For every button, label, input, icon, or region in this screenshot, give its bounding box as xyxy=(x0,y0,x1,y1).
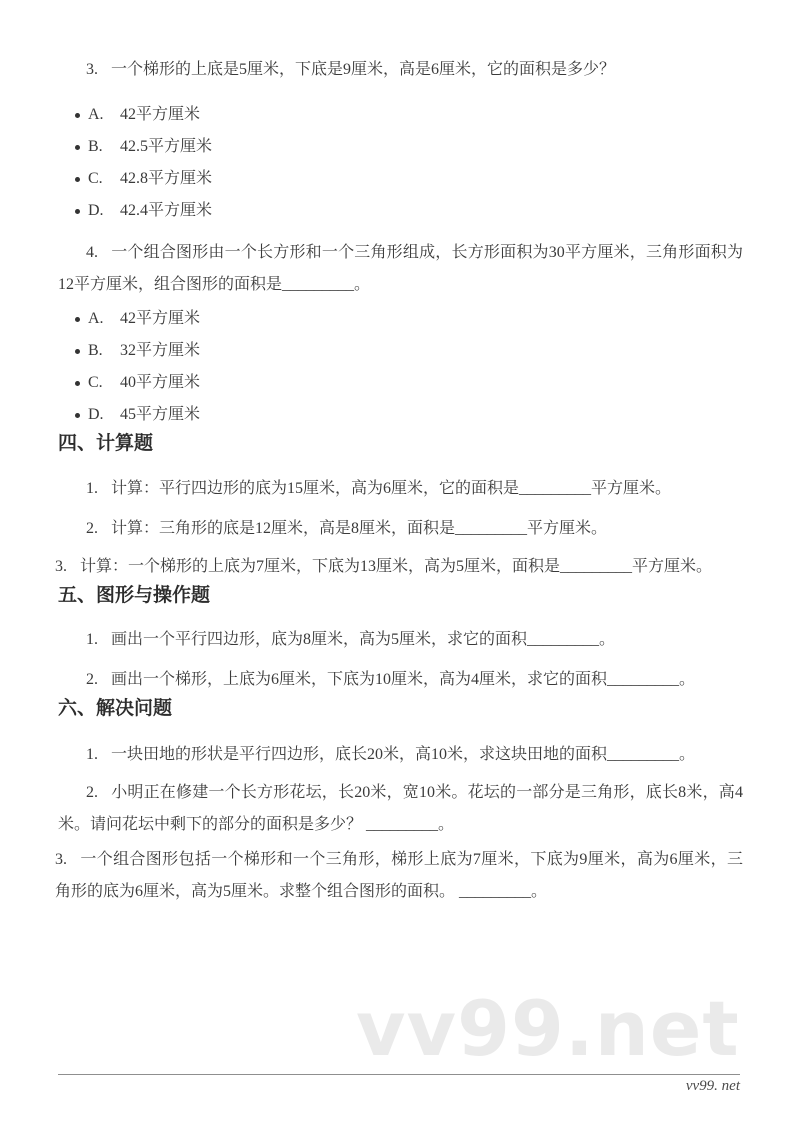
option-label: A. xyxy=(88,106,104,123)
calc-item-2 xyxy=(58,513,743,545)
option-label: B. xyxy=(88,138,103,155)
option-d xyxy=(88,399,743,431)
calc-item-1 xyxy=(58,473,743,505)
bullet-icon xyxy=(75,317,80,322)
problem-item-2 xyxy=(58,777,743,841)
item-text: 画出一个平行四边形，底为8厘米，高为5厘米，求它的面积_________。 xyxy=(111,631,616,648)
section-title-drawing: 五、图形与操作题 xyxy=(58,585,211,606)
item-number: 2. xyxy=(86,784,98,801)
problem-item-3 xyxy=(55,844,743,908)
item-number: 2. xyxy=(86,520,98,537)
calc-item-3 xyxy=(55,551,743,583)
option-a xyxy=(88,99,743,131)
item-number: 1. xyxy=(86,480,98,497)
option-text: 42.8平方厘米 xyxy=(120,170,213,187)
bullet-icon xyxy=(75,381,80,386)
option-label: C. xyxy=(88,170,103,187)
item-number: 3. xyxy=(55,558,67,575)
option-text: 45平方厘米 xyxy=(120,406,201,423)
option-text: 42平方厘米 xyxy=(120,310,201,327)
question-4 xyxy=(58,237,743,301)
question-4-options xyxy=(58,303,743,431)
section-title-calculation: 四、计算题 xyxy=(58,433,154,454)
option-text: 32平方厘米 xyxy=(120,342,201,359)
option-b xyxy=(88,335,743,367)
question-number: 4. xyxy=(86,244,98,261)
bullet-icon xyxy=(75,113,80,118)
footer-site-text: vv99. net xyxy=(685,1078,740,1094)
question-3-options xyxy=(58,99,743,227)
section-title-problem-solving: 六、解决问题 xyxy=(58,698,173,719)
item-text: 计算：三角形的底是12厘米，高是8厘米，面积是_________平方厘米。 xyxy=(111,520,608,537)
bullet-icon xyxy=(75,413,80,418)
question-number: 3. xyxy=(86,61,98,78)
option-b xyxy=(88,131,743,163)
question-3 xyxy=(58,54,743,86)
option-label: B. xyxy=(88,342,103,359)
bullet-icon xyxy=(75,349,80,354)
option-text: 42平方厘米 xyxy=(120,106,201,123)
item-text: 小明正在修建一个长方形花坛，长20米，宽10米。花坛的一部分是三角形，底长8米，高4米。请问花坛中剩下的部分的面积是多少？ _________。 xyxy=(58,784,743,833)
footer-rule xyxy=(58,1074,740,1075)
watermark-text: vv99.net xyxy=(356,984,740,1073)
item-text: 一个组合图形包括一个梯形和一个三角形，梯形上底为7厘米，下底为9厘米，高为6厘米，三角形的底为6厘米，高为5厘米。求整个组合图形的面积。 _________。 xyxy=(55,851,743,900)
option-label: D. xyxy=(88,406,104,423)
option-label: C. xyxy=(88,374,103,391)
item-text: 计算：一个梯形的上底为7厘米，下底为13厘米，高为5厘米，面积是_________平方厘米。 xyxy=(80,558,713,575)
problem-item-1 xyxy=(58,739,743,771)
drawing-item-2 xyxy=(58,664,743,696)
option-d xyxy=(88,195,743,227)
bullet-icon xyxy=(75,177,80,182)
item-number: 2. xyxy=(86,671,98,688)
item-text: 画出一个梯形，上底为6厘米，下底为10厘米，高为4厘米，求它的面积_________。 xyxy=(111,671,696,688)
question-text: 一个梯形的上底是5厘米，下底是9厘米，高是6厘米，它的面积是多少？ xyxy=(111,61,616,78)
option-c xyxy=(88,163,743,195)
drawing-item-1 xyxy=(58,624,743,656)
bullet-icon xyxy=(75,209,80,214)
option-c xyxy=(88,367,743,399)
option-a xyxy=(88,303,743,335)
item-text: 一块田地的形状是平行四边形，底长20米，高10米，求这块田地的面积_________。 xyxy=(111,746,696,763)
option-text: 42.4平方厘米 xyxy=(120,202,213,219)
option-text: 40平方厘米 xyxy=(120,374,201,391)
option-label: D. xyxy=(88,202,104,219)
bullet-icon xyxy=(75,145,80,150)
question-text: 一个组合图形由一个长方形和一个三角形组成，长方形面积为30平方厘米，三角形面积为12平方厘米，组合图形的面积是_________。 xyxy=(58,244,743,293)
option-text: 42.5平方厘米 xyxy=(120,138,213,155)
item-text: 计算：平行四边形的底为15厘米，高为6厘米，它的面积是_________平方厘米。 xyxy=(111,480,672,497)
item-number: 1. xyxy=(86,631,98,648)
item-number: 3. xyxy=(55,851,67,868)
option-label: A. xyxy=(88,310,104,327)
item-number: 1. xyxy=(86,746,98,763)
